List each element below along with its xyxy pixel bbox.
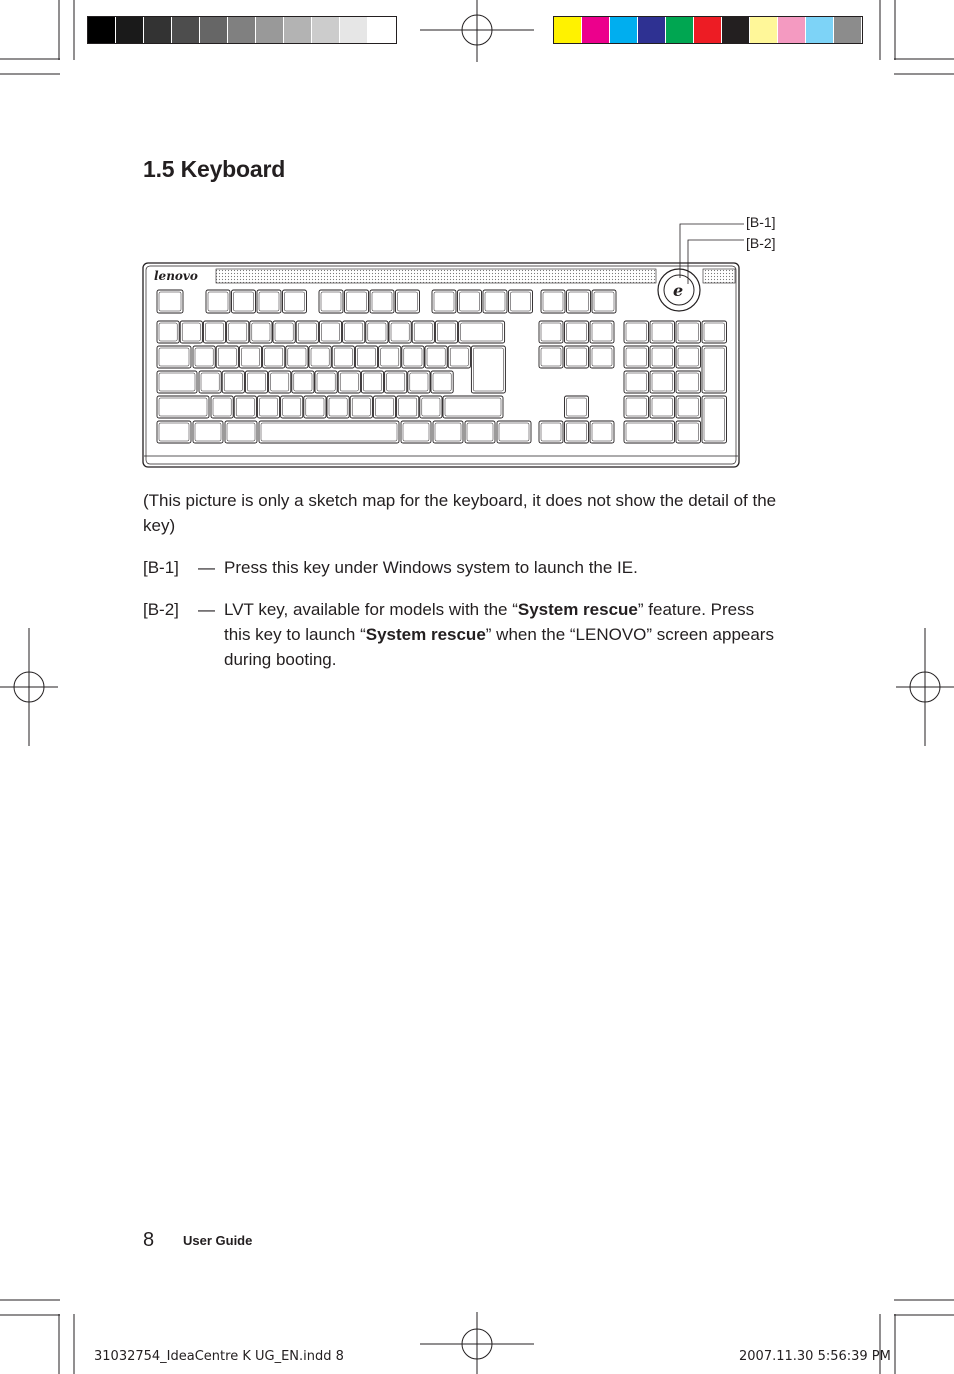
key-cap-top (437, 323, 455, 341)
key-cap-top (569, 292, 589, 311)
key-cap-top (159, 398, 207, 416)
key-cap-top (334, 348, 352, 366)
key-cap-top (485, 292, 505, 311)
key-cap-top (368, 323, 386, 341)
key-cap-top (678, 423, 699, 441)
key-cap-top (201, 373, 219, 391)
key-cap-top (363, 373, 381, 391)
key-cap-top (241, 348, 259, 366)
keyboard-figure (140, 206, 790, 472)
key-cap-top (592, 323, 612, 341)
key-cap-top (317, 373, 335, 391)
key-cap-top (259, 292, 279, 311)
registration-target-top (420, 0, 534, 62)
b2-text-mid: ” feature. Press this key to launch “ (224, 600, 755, 644)
key-cap-top (347, 292, 367, 311)
key-cap-top (704, 348, 725, 391)
slug-filename: 31032754_IdeaCentre K UG_EN.indd 8 (94, 1349, 344, 1364)
key-cap-top (213, 398, 231, 416)
key-cap-top (372, 292, 392, 311)
key-cap-top (159, 423, 189, 441)
key-cap-top (626, 348, 647, 366)
running-title: User Guide (183, 1233, 253, 1248)
key-cap-top (159, 373, 195, 391)
callout-b1-label: [B-1] (746, 214, 776, 230)
key-cap-top (499, 423, 529, 441)
key-cap-top (433, 373, 451, 391)
key-cap-top (473, 348, 503, 391)
key-cap-top (626, 398, 647, 416)
b2-text (224, 597, 784, 672)
registration-target-right (896, 628, 954, 746)
key-cap-top (329, 398, 347, 416)
key-cap-top (541, 348, 561, 366)
key-cap-top (195, 348, 213, 366)
key-cap-top (652, 348, 673, 366)
key-cap-top (414, 323, 432, 341)
key-cap-top (159, 348, 189, 366)
key-cap-top (252, 323, 270, 341)
key-cap-top (678, 323, 699, 341)
key-cap-top (321, 323, 339, 341)
slug-timestamp: 2007.11.30 5:56:39 PM (739, 1349, 891, 1364)
key-cap-top (652, 323, 673, 341)
callout-b2-label: [B-2] (746, 235, 776, 251)
key-cap-top (288, 348, 306, 366)
key-cap-top (403, 423, 429, 441)
key-cap-top (218, 348, 236, 366)
key-cap-top (294, 373, 312, 391)
key-cap-top (275, 323, 293, 341)
key-cap-top (704, 323, 725, 341)
key-cap-top (375, 398, 393, 416)
key-cap-top (626, 323, 647, 341)
page-number: 8 (143, 1229, 155, 1251)
key-cap-top (652, 398, 673, 416)
b2-text-pre: LVT key, available for models with the “ (224, 600, 518, 619)
key-cap-top (567, 423, 587, 441)
key-cap-top (391, 323, 409, 341)
key-cap-top (541, 323, 561, 341)
key-cap-top (461, 323, 503, 341)
b1-text: Press this key under Windows system to launch the IE. (224, 558, 638, 577)
b2-bold-system-rescue-2: System rescue (365, 625, 486, 644)
key-cap-top (182, 323, 200, 341)
key-cap-top (345, 323, 363, 341)
key-cap-top (159, 323, 177, 341)
registration-target-left (0, 628, 58, 746)
key-cap-top (567, 398, 587, 416)
key-cap-top (306, 398, 324, 416)
key-cap-top (271, 373, 289, 391)
key-cap-top (626, 423, 673, 441)
key-cap-top (467, 423, 493, 441)
key-cap-top (283, 398, 301, 416)
key-cap-top (543, 292, 563, 311)
key-cap-top (399, 398, 417, 416)
b2-dash: — (198, 600, 215, 619)
key-cap-top (594, 292, 614, 311)
key-cap-top (626, 373, 647, 391)
key-cap-top (159, 292, 181, 311)
b2-tag: [B-2] (143, 600, 179, 619)
key-cap-top (435, 423, 461, 441)
key-cap-top (404, 348, 422, 366)
key-cap-top (357, 348, 375, 366)
key-cap-top (678, 348, 699, 366)
key-cap-top (398, 292, 418, 311)
lenovo-logo: lenovo (154, 269, 198, 283)
figure-caption: (This picture is only a sketch map for the keyboard, it does not show the detail of the key) (143, 491, 777, 535)
key-cap-top (381, 348, 399, 366)
key-cap-top (567, 348, 587, 366)
key-cap-top (704, 398, 725, 441)
key-cap-top (265, 348, 283, 366)
b1-dash: — (198, 558, 215, 577)
key-cap-top (259, 398, 277, 416)
key-cap-top (422, 398, 440, 416)
key-cap-top (410, 373, 428, 391)
key-cap-top (285, 292, 305, 311)
ie-icon: e (673, 281, 684, 300)
keyboard-sketch (140, 206, 790, 472)
key-cap-top (236, 398, 254, 416)
key-cap-top (311, 348, 329, 366)
key-cap-top (205, 323, 223, 341)
key-cap-top (445, 398, 501, 416)
key-cap-top (195, 423, 221, 441)
key-cap-top (387, 373, 405, 391)
key-cap-top (678, 398, 699, 416)
key-cap-top (434, 292, 454, 311)
key-cap-top (340, 373, 358, 391)
key-cap-top (247, 373, 265, 391)
key-cap-top (541, 423, 561, 441)
key-cap-top (352, 398, 370, 416)
b2-bold-system-rescue: System rescue (517, 600, 638, 619)
key-cap-top (321, 292, 341, 311)
key-cap-top (261, 423, 397, 441)
registration-target-bottom (420, 1312, 534, 1374)
key-cap-top (224, 373, 242, 391)
b1-tag: [B-1] (143, 558, 179, 577)
key-cap-top (234, 292, 254, 311)
key-cap-top (652, 373, 673, 391)
key-cap-top (592, 423, 612, 441)
key-cap-top (567, 323, 587, 341)
section-heading: 1.5 Keyboard (143, 156, 286, 182)
key-cap-top (298, 323, 316, 341)
key-cap-top (229, 323, 247, 341)
b2-text-post: ” when the “LENOVO” screen appears during booting. (224, 625, 774, 669)
key-cap-top (592, 348, 612, 366)
key-cap-top (427, 348, 445, 366)
key-cap-top (678, 373, 699, 391)
key-cap-top (227, 423, 255, 441)
key-cap-top (450, 348, 468, 366)
key-cap-top (511, 292, 531, 311)
key-cap-top (208, 292, 228, 311)
key-cap-top (460, 292, 480, 311)
